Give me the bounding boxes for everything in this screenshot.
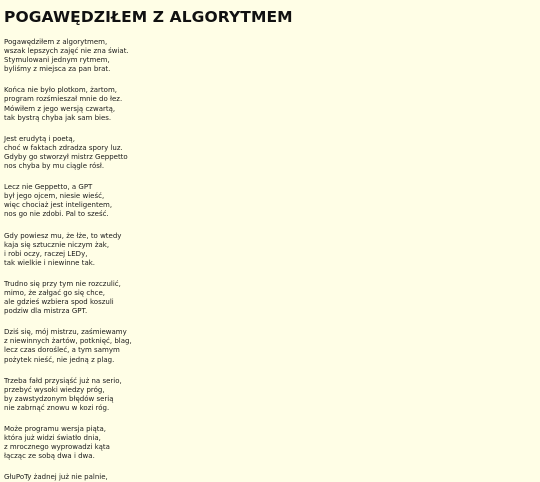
poem-body bbox=[4, 38, 540, 482]
poem-line: Gdy powiesz mu, że łże, to wtedy bbox=[4, 231, 122, 240]
poem-line: wszak lepszych zajęć nie zna świat. bbox=[4, 47, 129, 56]
poem-line: Stymulowani jednym rytmem, bbox=[4, 56, 110, 65]
poem-line: i robi oczy, raczej LEDy, bbox=[4, 249, 88, 258]
poem-line: Pogawędziłem z algorytmem, bbox=[4, 38, 108, 46]
poem-line: mimo, że załgać go się chce, bbox=[4, 288, 106, 297]
poem-stanza bbox=[4, 86, 540, 122]
poem-line: nos chyba by mu ciągle rósł. bbox=[4, 162, 105, 171]
poem-line: Mówiłem z jego wersją czwartą, bbox=[4, 104, 116, 113]
poem-title: POGAWĘDZIŁEM Z ALGORYTMEM bbox=[4, 8, 293, 26]
poem-line: Gdyby go stworzył mistrz Geppetto bbox=[4, 152, 128, 161]
poem-stanza bbox=[4, 135, 540, 171]
poem-stanza bbox=[4, 183, 540, 219]
poem-line: Jest erudytą i poetą, bbox=[4, 134, 75, 143]
poem-stanza bbox=[4, 232, 540, 268]
poem-line: nos go nie zdobi. Pal to sześć. bbox=[4, 210, 109, 219]
poem-line: byliśmy z miejsca za pan brat. bbox=[4, 65, 111, 74]
poem-line: z mrocznego wyprowadzi kąta bbox=[4, 443, 110, 452]
poem-stanza bbox=[4, 377, 540, 413]
poem-line: przebyć wysoki wiedzy próg, bbox=[4, 385, 105, 394]
poem-line: podziw dla mistrza GPT. bbox=[4, 307, 88, 316]
poem-line: by zawstydzonym błędów serią bbox=[4, 394, 114, 403]
poem-line: która już widzi światło dnia, bbox=[4, 434, 101, 443]
poem-stanza bbox=[4, 38, 540, 74]
poem-line: Może programu wersja piąta, bbox=[4, 425, 107, 433]
poem-line: Końca nie było plotkom, żartom, bbox=[4, 86, 118, 95]
poem-line: tak wielkie i niewinne tak. bbox=[4, 258, 96, 267]
poem-line: był jego ojcem, niesie wieść, bbox=[4, 192, 105, 201]
poem-line: nie zabrnąć znowu w kozi róg. bbox=[4, 403, 110, 412]
poem-stanza bbox=[4, 328, 540, 364]
poem-line: Trzeba fałd przysiąść już na serio, bbox=[4, 376, 122, 385]
poem-line: kaja się sztucznie niczym żak, bbox=[4, 240, 110, 249]
poem-line: łącząc ze sobą dwa i dwa. bbox=[4, 452, 95, 461]
poem-stanza bbox=[4, 280, 540, 316]
poem-line: więc chociaż jest inteligentem, bbox=[4, 201, 113, 210]
poem-line: choć w faktach zdradza spory luz. bbox=[4, 143, 123, 152]
poem-stanza bbox=[4, 473, 540, 482]
poem-line: tak bystrą chyba jak sam bies. bbox=[4, 113, 112, 122]
poem-line: Trudno się przy tym nie rozczulić, bbox=[4, 279, 121, 288]
poem-line: ale gdzieś wzbiera spod koszuli bbox=[4, 298, 114, 307]
poem-line: pożytek nieść, nie jedną z plag. bbox=[4, 355, 115, 364]
poem-line: Dziś się, mój mistrzu, zaśmiewamy bbox=[4, 328, 127, 337]
poem-line: program rozśmieszał mnie do łez. bbox=[4, 95, 123, 104]
poem-stanza bbox=[4, 425, 540, 461]
poem-line: Lecz nie Geppetto, a GPT bbox=[4, 183, 93, 192]
poem-line: z niewinnych żartów, potknięć, blag, bbox=[4, 337, 132, 346]
poem-line: lecz czas dorośleć, a tym samym bbox=[4, 346, 120, 355]
poem-line: GłuPoTy żadnej już nie palnie, bbox=[4, 473, 108, 482]
